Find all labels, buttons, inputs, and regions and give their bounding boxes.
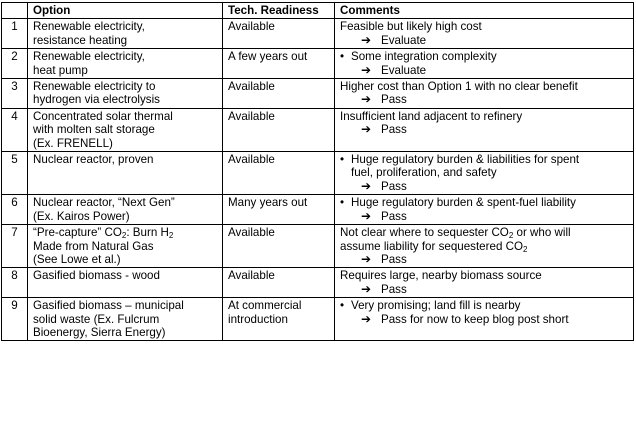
option-text-line: Made from Natural Gas xyxy=(33,239,154,253)
option-cell xyxy=(28,79,223,109)
comment-text: Higher cost than Option 1 with no clear benefit xyxy=(340,80,578,94)
comments-cell xyxy=(335,225,634,268)
comments-cell xyxy=(335,195,634,225)
header-number xyxy=(2,3,28,19)
table-row xyxy=(2,298,634,341)
comments-cell xyxy=(335,79,634,109)
readiness-text-line: Available xyxy=(228,109,275,123)
verdict-text: Pass xyxy=(381,179,407,193)
row-number: 9 xyxy=(2,298,28,341)
right-arrow-icon: ➔ xyxy=(361,208,372,223)
tech-readiness-cell xyxy=(223,79,335,109)
right-arrow-icon: ➔ xyxy=(361,92,372,107)
option-cell xyxy=(28,152,223,195)
row-number: 8 xyxy=(2,268,28,298)
options-table-container xyxy=(1,2,633,341)
row-number: 3 xyxy=(2,79,28,109)
readiness-text-line: introduction xyxy=(228,312,288,326)
option-cell xyxy=(28,268,223,298)
comments-cell xyxy=(335,298,634,341)
verdict-text: Pass for now to keep blog post short xyxy=(381,312,569,326)
option-text-line: solid waste (Ex. Fulcrum xyxy=(33,312,160,326)
right-arrow-icon: ➔ xyxy=(361,178,372,193)
header-tech-readiness: Tech. Readiness xyxy=(223,3,335,19)
option-text-line: Renewable electricity, xyxy=(33,20,145,34)
verdict-text: Pass xyxy=(381,209,407,223)
bullet-comment xyxy=(340,153,630,166)
tech-readiness-cell xyxy=(223,225,335,268)
right-arrow-icon: ➔ xyxy=(361,311,372,326)
row-number: 1 xyxy=(2,19,28,49)
comment-text: Huge regulatory burden & spent-fuel liability xyxy=(351,196,576,210)
readiness-text-line: Available xyxy=(228,80,275,94)
option-cell xyxy=(28,195,223,225)
header-row xyxy=(2,3,634,19)
bullet-comment xyxy=(340,196,630,209)
verdict-line xyxy=(340,313,630,326)
comment-text-line xyxy=(340,166,630,179)
readiness-text-line: Available xyxy=(228,20,275,34)
options-table xyxy=(1,2,634,341)
table-row xyxy=(2,49,634,79)
verdict-text: Pass xyxy=(381,123,407,137)
table-row xyxy=(2,225,634,268)
comment-text-line xyxy=(340,269,630,282)
bullet-comment xyxy=(340,299,630,312)
row-number: 5 xyxy=(2,152,28,195)
tech-readiness-cell xyxy=(223,152,335,195)
table-row xyxy=(2,195,634,225)
verdict-line xyxy=(340,123,630,136)
verdict-line xyxy=(340,93,630,106)
verdict-line xyxy=(340,283,630,296)
verdict-line xyxy=(340,34,630,47)
verdict-line xyxy=(340,64,630,77)
option-text-line: (See Lowe et al.) xyxy=(33,252,121,266)
verdict-line xyxy=(340,253,630,266)
row-number: 4 xyxy=(2,108,28,151)
table-row xyxy=(2,79,634,109)
option-text-line: Gasified biomass – municipal xyxy=(33,299,184,313)
table-row xyxy=(2,108,634,151)
comment-text-line xyxy=(340,20,630,33)
option-text-line: Nuclear reactor, “Next Gen” xyxy=(33,196,175,210)
readiness-text-line: Available xyxy=(228,153,275,167)
option-cell xyxy=(28,49,223,79)
comment-text-line xyxy=(340,240,630,253)
option-text-line: hydrogen via electrolysis xyxy=(33,93,160,107)
comment-text: Very promising; land fill is nearby xyxy=(351,299,521,313)
row-number: 7 xyxy=(2,225,28,268)
comment-text: Feasible but likely high cost xyxy=(340,20,482,34)
comments-cell xyxy=(335,49,634,79)
verdict-text: Evaluate xyxy=(381,63,427,77)
comments-cell xyxy=(335,108,634,151)
option-cell xyxy=(28,19,223,49)
comment-text: Some integration complexity xyxy=(351,50,497,64)
tech-readiness-cell xyxy=(223,49,335,79)
verdict-text: Pass xyxy=(381,252,407,266)
readiness-text-line: At commercial xyxy=(228,299,302,313)
tech-readiness-cell xyxy=(223,195,335,225)
comment-text: Insufficient land adjacent to refinery xyxy=(340,109,523,123)
tech-readiness-cell xyxy=(223,268,335,298)
verdict-text: Pass xyxy=(381,93,407,107)
header-option: Option xyxy=(28,3,223,19)
option-text-line: Bioenergy, Sierra Energy) xyxy=(33,325,166,339)
right-arrow-icon: ➔ xyxy=(361,251,372,266)
table-body xyxy=(2,19,634,341)
right-arrow-icon: ➔ xyxy=(361,62,372,77)
right-arrow-icon: ➔ xyxy=(361,281,372,296)
comment-text: Huge regulatory burden & liabilities for spent xyxy=(351,153,580,167)
comment-text: fuel, proliferation, and safety xyxy=(351,166,497,180)
option-text-line: Renewable electricity to xyxy=(33,80,156,94)
option-cell xyxy=(28,108,223,151)
readiness-text-line: Available xyxy=(228,226,275,240)
comments-cell xyxy=(335,19,634,49)
comment-text-line xyxy=(340,80,630,93)
comments-cell xyxy=(335,152,634,195)
option-text-line: with molten salt storage xyxy=(33,123,155,137)
readiness-text-line: A few years out xyxy=(228,50,308,64)
option-text-line: (Ex. FRENELL) xyxy=(33,136,113,150)
tech-readiness-cell xyxy=(223,19,335,49)
readiness-text-line: Many years out xyxy=(228,196,308,210)
verdict-text: Pass xyxy=(381,282,407,296)
tech-readiness-cell xyxy=(223,298,335,341)
readiness-text-line: Available xyxy=(228,269,275,283)
option-text-line: resistance heating xyxy=(33,33,128,47)
comment-text-line xyxy=(340,110,630,123)
comment-text: Requires large, nearby biomass source xyxy=(340,269,542,283)
right-arrow-icon: ➔ xyxy=(361,122,372,137)
option-text-line: Gasified biomass - wood xyxy=(33,269,160,283)
verdict-text: Evaluate xyxy=(381,33,427,47)
header-comments: Comments xyxy=(335,3,634,19)
option-text-line: Concentrated solar thermal xyxy=(33,109,173,123)
table-row xyxy=(2,268,634,298)
bullet-comment xyxy=(340,50,630,63)
option-text-line: Renewable electricity, xyxy=(33,50,145,64)
option-text-line: “Pre-capture” $CO_2$: Burn $H_2$ xyxy=(33,226,174,241)
table-row xyxy=(2,19,634,49)
option-text-line: heat pump xyxy=(33,63,88,77)
right-arrow-icon: ➔ xyxy=(361,32,372,47)
tech-readiness-cell xyxy=(223,108,335,151)
option-cell xyxy=(28,225,223,268)
option-cell xyxy=(28,298,223,341)
table-row xyxy=(2,152,634,195)
comments-cell xyxy=(335,268,634,298)
row-number: 6 xyxy=(2,195,28,225)
verdict-line xyxy=(340,210,630,223)
comment-text: assume liability for sequestered $CO_2$ xyxy=(340,239,528,254)
option-text-line: Nuclear reactor, proven xyxy=(33,153,154,167)
row-number: 2 xyxy=(2,49,28,79)
comment-text: Not clear where to sequester $CO_2$ or who will xyxy=(340,226,571,241)
option-text-line: (Ex. Kairos Power) xyxy=(33,209,130,223)
verdict-line xyxy=(340,180,630,193)
comment-text-line xyxy=(340,226,630,239)
